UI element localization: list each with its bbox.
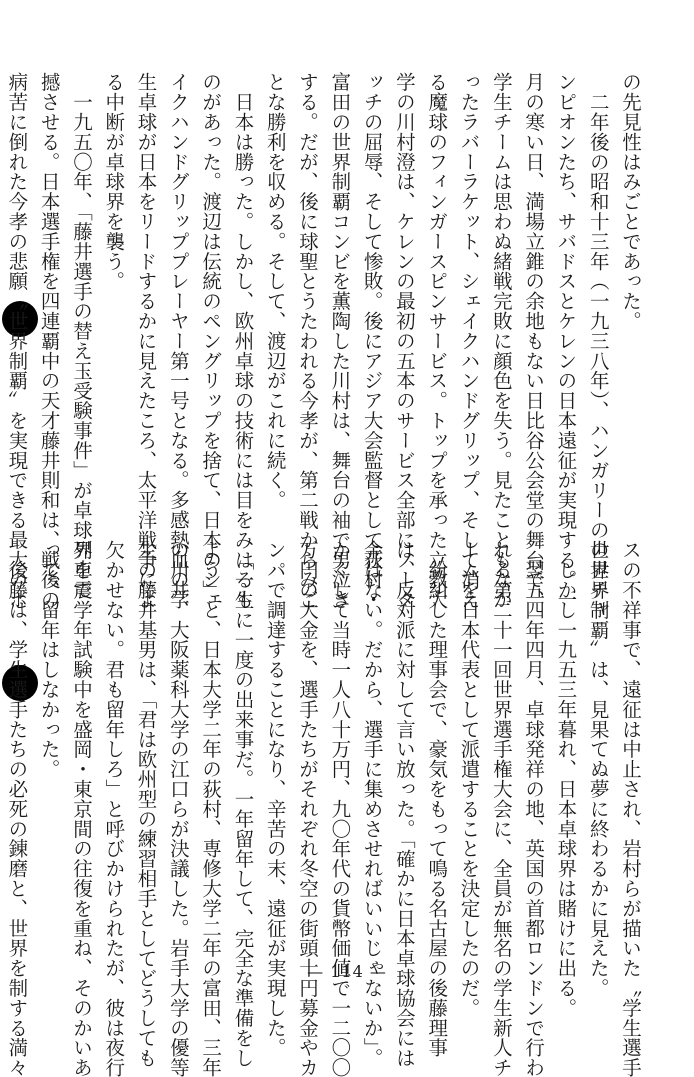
text-line: ームを日本代表として派遣することを決定したのだ。 xyxy=(452,540,484,948)
text-line: 欠かせない。君も留年しろ」と呼びかけられたが、彼は夜行 xyxy=(97,540,129,948)
text-line: かくして当時一人八十万円、九〇年代の貨幣価値で一二〇〇 xyxy=(323,540,355,948)
text-line: 一九五〇年、「藤井選手の替え玉受験事件」が卓球界を震 xyxy=(65,72,97,480)
text-line: 「一生に一度の出来事だ。一年留年して、完全な準備をし xyxy=(226,540,258,948)
text-line: る魔球のフィンガースピンサービス。トップを承った立教大 xyxy=(420,72,452,480)
text-line: 金はない。だから、選手に集めさせればいいじゃないか」。 xyxy=(355,540,387,948)
page-number: — 114 — xyxy=(0,962,694,981)
text-line: 後藤は、学生選手たちの必死の錬磨と、世界を制する満々 xyxy=(0,540,32,948)
text-line: ンパで調達することになり、辛苦の末、遠征が実現した。 xyxy=(258,540,290,948)
text-line: 学生チームは思わぬ緒戦完敗に顔色を失う。見たこともなか xyxy=(485,72,517,480)
text-line: 学の川村澄は、ケレンの最初の五本のサービス全部にノータ xyxy=(388,72,420,480)
text-line: 生卓球が日本をリードするかに見えたころ、太平洋戦争によ xyxy=(129,72,161,480)
text-line: 日本は勝った。しかし、欧州卓球の技術には目をみはるも xyxy=(226,72,258,480)
text-line: 列車で学年試験中を盛岡・東京間の往復を重ね、そのかいあ xyxy=(65,540,97,948)
text-line: しかし一九五三年暮れ、日本卓球界は賭けに出る。 xyxy=(549,540,581,948)
text-line: の先見性はみごとであった。 xyxy=(614,72,646,480)
text-line: ったラバーラケット、シェイクハンドグリップ、そして消え xyxy=(452,72,484,480)
text-block-top xyxy=(80,72,646,480)
text-line: よう」と、日本大学二年の荻村、専修大学二年の富田、三年 xyxy=(194,540,226,948)
text-line: 病苦に倒れた今孝の悲願〝世界制覇〟を実現できる最大のホ xyxy=(0,72,32,480)
text-line: 二年後の昭和十三年（一九三八年）、ハンガリーの世界チャ xyxy=(581,72,613,480)
text-line: 生の藤井基男は、「君は欧州型の練習相手としてどうしても xyxy=(129,540,161,948)
text-line: の世界制覇〟は、見果てぬ夢に終わるかに見えた。 xyxy=(581,540,613,948)
text-line: とな勝利を収める。そして、渡辺がこれに続く。 xyxy=(258,72,290,480)
text-line: の川井、大阪薬科大学の江口らが決議した。岩手大学の優等 xyxy=(162,540,194,948)
text-line: 月の寒い日、満場立錐の余地もない日比谷公会堂の舞台で、 xyxy=(517,72,549,480)
text-line: は、反対派に対して言い放った。「確かに日本卓球協会には xyxy=(388,540,420,948)
text-line: する。だが、後に球聖とうたわれる今孝が、第二戦からみご xyxy=(291,72,323,480)
text-line: って、留年はしなかった。 xyxy=(32,540,64,948)
text-line: る中断が卓球界を襲う。 xyxy=(97,72,129,480)
text-line: れる第二十一回世界選手権大会に、全員が無名の学生新人チ xyxy=(485,540,517,948)
text-line: 万円の大金を、選手たちがそれぞれ冬空の街頭十円募金やカ xyxy=(291,540,323,948)
text-line: ンピオンたち、サバドスとケレンの日本遠征が実現する。一 xyxy=(549,72,581,480)
text-line: 富田の世界制覇コンビを薫陶した川村は、舞台の袖で男泣き xyxy=(323,72,355,480)
text-line: スの不祥事で、遠征は中止され、岩村らが描いた〝学生選手 xyxy=(614,540,646,948)
text-line: 翌五四年四月、卓球発祥の地、英国の首都ロンドンで行わ xyxy=(517,540,549,948)
text-line: イクハンドグリッププレーヤー第一号となる。多感熱血の学 xyxy=(162,72,194,480)
text-line: 撼させる。日本選手権を四連覇中の天才藤井則和は、戦後の xyxy=(32,72,64,480)
text-line: ッチの屈辱、そして惨敗。後にアジア大会監督として荻村・ xyxy=(355,72,387,480)
text-block-bottom xyxy=(94,540,646,948)
text-line: のがあった。渡辺は伝統のペングリップを捨て、日本のシェ xyxy=(194,72,226,480)
text-line: 紛糾した理事会で、豪気をもって鳴る名古屋の後藤理事 xyxy=(420,540,452,948)
